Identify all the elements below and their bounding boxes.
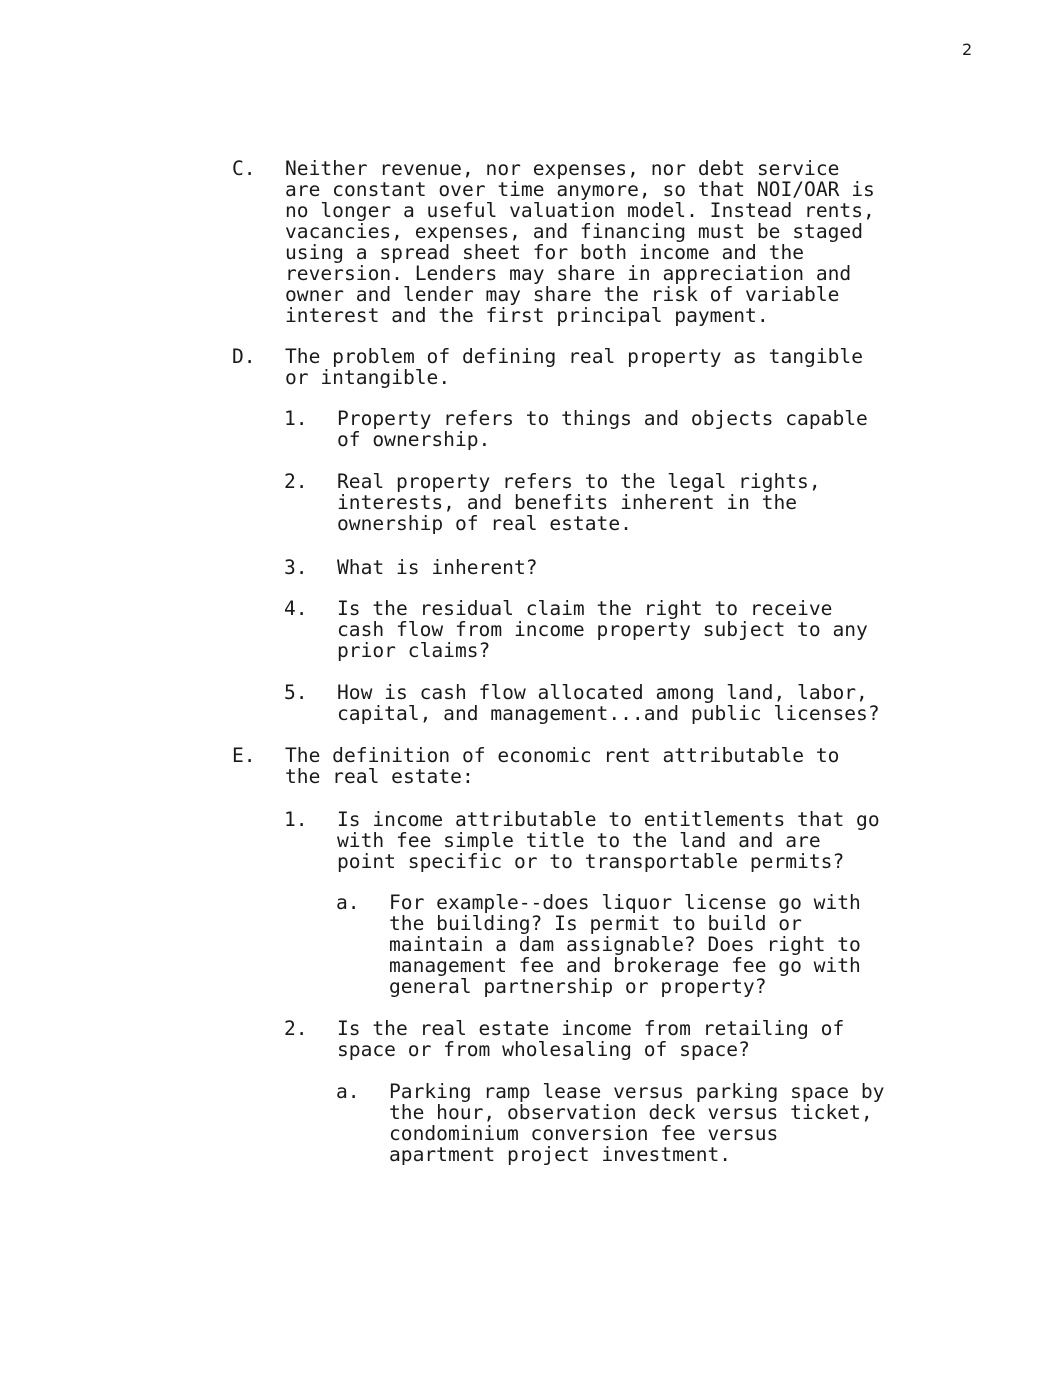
item-text: What is inherent? <box>337 556 538 579</box>
item-text: Property refers to things and objects capable of ownership. <box>337 407 868 451</box>
item-text: The problem of defining real property as tangible or intangible. <box>285 345 864 389</box>
item-marker: 1. <box>284 407 308 430</box>
item-text: Real property refers to the legal rights, interests, and benefits inherent in the ownership of real estate. <box>337 470 821 535</box>
item-marker: a. <box>336 1080 360 1103</box>
item-marker: 1. <box>284 808 308 831</box>
item-text: For example--does liquor license go with the building? Is permit to build or maintain a dam assignable? Does right to management fee and brokerage fee go with general partnership or property? <box>389 891 861 998</box>
item-text: Parking ramp lease versus parking space by the hour, observation deck versus ticket, condominium conversion fee versus apartment project investment. <box>389 1080 885 1166</box>
item-marker: 2. <box>284 1017 308 1040</box>
item-marker: 5. <box>284 681 308 704</box>
item-marker: E. <box>232 744 256 767</box>
item-marker: D. <box>232 345 256 368</box>
item-marker: 4. <box>284 597 308 620</box>
page-number: 2 <box>962 40 973 59</box>
item-marker: C. <box>232 157 256 180</box>
item-text: How is cash flow allocated among land, labor, capital, and management...and public licenses? <box>337 681 880 725</box>
item-text: The definition of economic rent attributable to the real estate: <box>285 744 840 788</box>
item-marker: 3. <box>284 556 308 579</box>
item-text: Is income attributable to entitlements that go with fee simple title to the land and are point specific or to transportable permits? <box>337 808 880 873</box>
item-text: Is the residual claim the right to receive cash flow from income property subject to any prior claims? <box>337 597 868 662</box>
item-marker: a. <box>336 891 360 914</box>
item-marker: 2. <box>284 470 308 493</box>
item-text: Neither revenue, nor expenses, nor debt service are constant over time anymore, so that NOI/OAR is no longer a useful valuation model. Instead rents, vacancies, expenses, and financing must be staged using a spread sheet for both income and the reversion. Lenders may share in appreciation and owner and lender may share the risk of variable interest and the first principal payment. <box>285 157 875 327</box>
item-text: Is the real estate income from retailing of space or from wholesaling of space? <box>337 1017 845 1061</box>
